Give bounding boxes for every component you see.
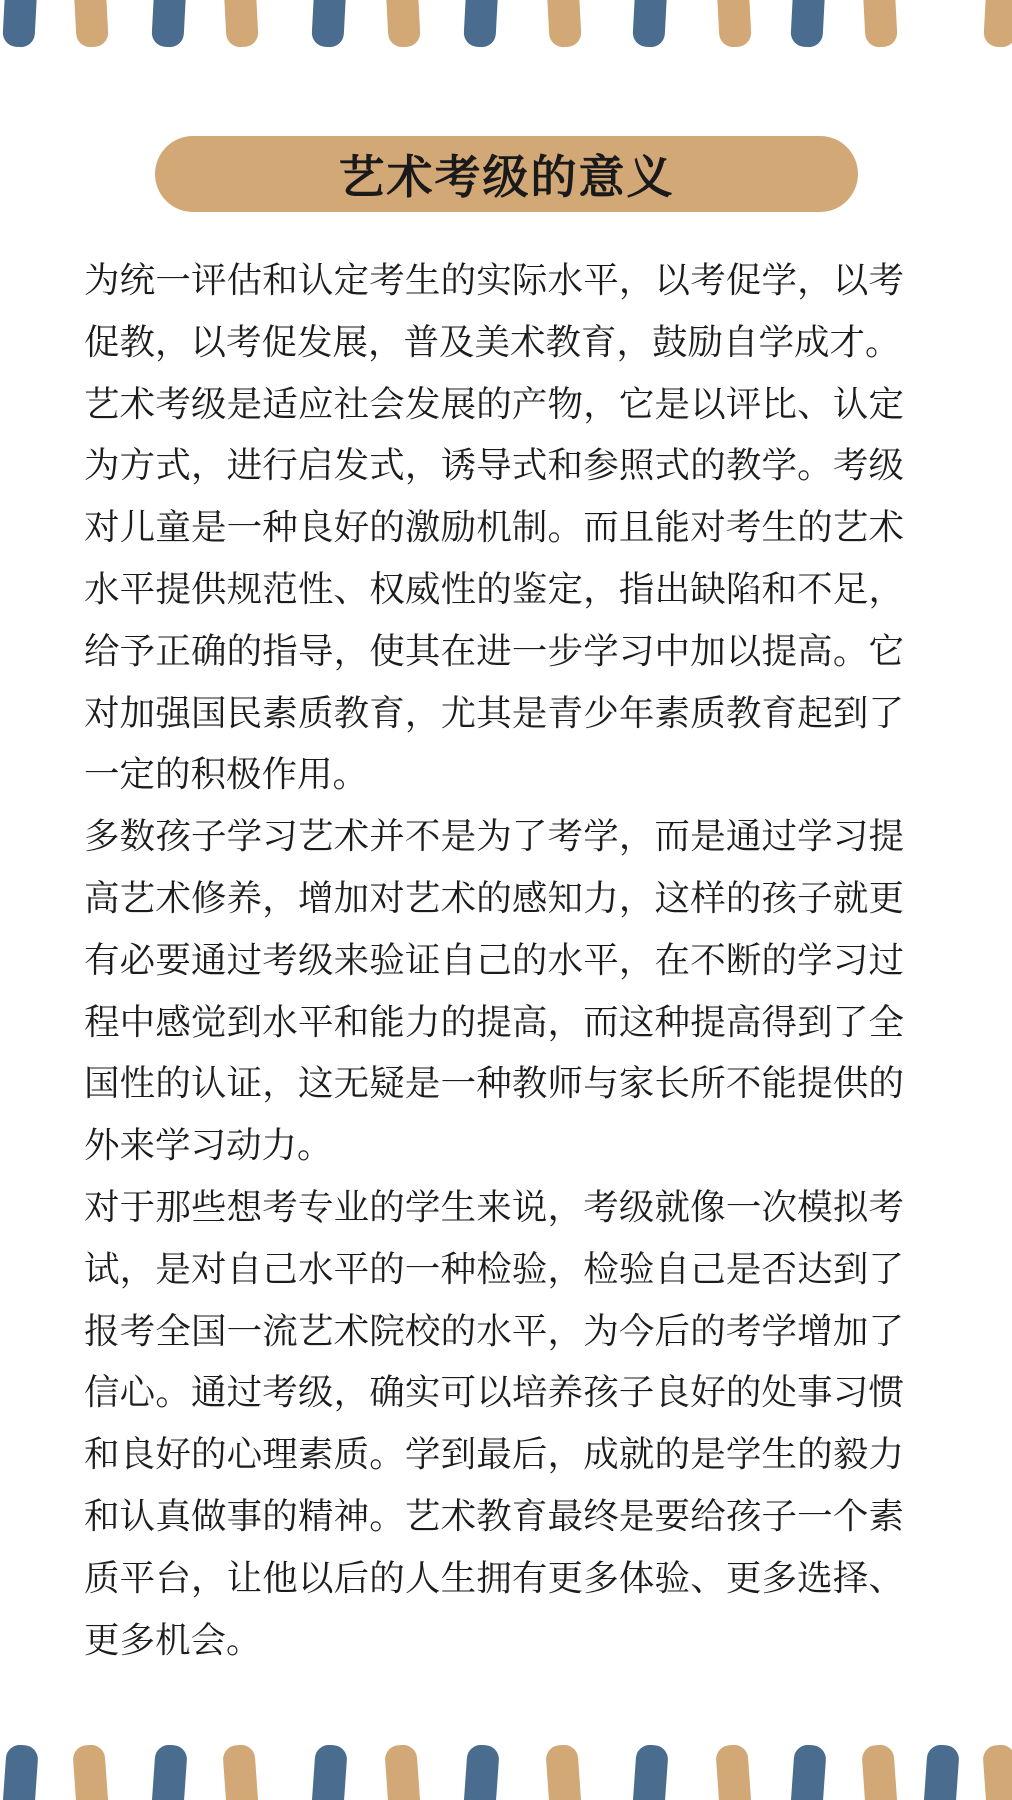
stripe-tan <box>983 0 1012 48</box>
stripe-blue <box>789 1745 827 1800</box>
stripe-tan <box>716 0 752 48</box>
stripe-tan <box>384 1745 422 1800</box>
stripe-tan <box>222 1745 260 1800</box>
stripe-tan <box>73 0 109 48</box>
stripe-tan <box>385 0 421 48</box>
bottom-stripe-border <box>0 1745 1012 1800</box>
stripe-tan <box>861 1745 899 1800</box>
paragraph-motivation: 多数孩子学习艺术并不是为了考学，而是通过学习提高艺术修养，增加对艺术的感知力，这样的孩子就更有必要通过考级来验证自己的水平，在不断的学习过程中感觉到水平和能力的提高，而这种提高得到了全国性的认证，这无疑是一种教师与家长所不能提供的外来学习动力。 <box>84 816 904 1167</box>
stripe-blue <box>150 1745 188 1800</box>
stripe-tan <box>546 0 582 48</box>
stripe-blue <box>632 0 668 48</box>
stripe-blue <box>311 0 347 48</box>
paragraph-professional-students: 对于那些想考专业的学生来说，考级就像一次模拟考试，是对自己水平的一种检验，检验自己是否达到了报考全国一流艺术院校的水平，为今后的考学增加了信心。通过考级，确实可以培养孩子良好的处事习惯和良好的心理素质。学到最后，成就的是学生的毅力和认真做事的精神。艺术教育最终是要给孩子一个素质平台，让他以后的人生拥有更多体验、更多选择、更多机会。 <box>84 1186 904 1661</box>
paragraph-purpose: 为统一评估和认定考生的实际水平，以考促学，以考促教，以考促发展，普及美术教育，鼓励自学成才。 <box>84 260 904 363</box>
stripe-blue <box>151 0 187 48</box>
page-title: 艺术考级的意义 <box>338 150 675 204</box>
stripe-blue <box>790 0 826 48</box>
stripe-blue <box>463 0 499 48</box>
stripe-tan <box>862 0 898 48</box>
paragraph-product-of-society: 艺术考级是适应社会发展的产物，它是以评比、认定为方式，进行启发式，诱导式和参照式的教学。考级对儿童是一种良好的激励机制。而且能对考生的艺术水平提供规范性、权威性的鉴定，指出缺陷和不足，给予正确的指导，使其在进一步学习中加以提高。它对加强国民素质教育，尤其是青少年素质教育起到了一定的积极作用。 <box>84 383 904 796</box>
stripe-blue <box>922 1745 960 1800</box>
stripe-blue <box>631 1745 669 1800</box>
stripe-tan <box>982 1745 1012 1800</box>
title-banner <box>155 136 858 212</box>
stripe-blue <box>2 0 38 48</box>
stripe-blue <box>1 1745 39 1800</box>
top-stripe-border <box>0 0 1012 48</box>
stripe-tan <box>223 0 259 48</box>
stripe-tan <box>715 1745 753 1800</box>
stripe-blue <box>462 1745 500 1800</box>
stripe-tan <box>72 1745 110 1800</box>
article-body <box>84 250 904 1671</box>
stripe-tan <box>545 1745 583 1800</box>
stripe-blue <box>310 1745 348 1800</box>
